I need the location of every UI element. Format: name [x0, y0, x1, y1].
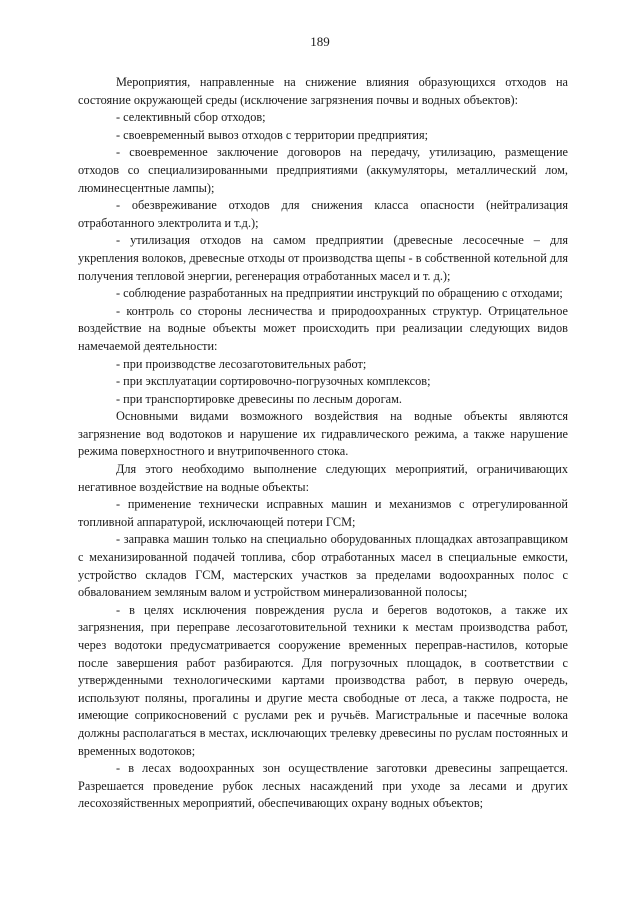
list-item-refueling: - заправка машин только на специально оборудованных площадках автозаправщиком с механизированной подачей топлива, сбор отработанных масел в специальные емкости, устройство складов ГСМ, мастерских участков за пределами водоохранных полос с обвалованием земляным валом и устройством минерализованной полосы;	[78, 532, 568, 600]
list-item-riverbed-protection: - в целях исключения повреждения русла и берегов водотоков, а также их загрязнения, при переправе лесозаготовительной техники к местам производства работ, через водотоки предусматривается сооружение временных переправ-настилов, которые после завершения работ разбираются. Для погрузочных площадок, в соответствии с утвержденными технологическими картами производства работ, в первую очередь, используют поляны, прогалины и другие места свободные от леса, а также подроста, не имеющие соприкосновений с руслами рек и ручьёв. Магистральные и пасечные волока должны располагаться в местах, исключающих трелевку древесины по руслам постоянных и временных водотоков;	[78, 602, 568, 758]
document-body	[78, 74, 568, 813]
list-item-utilization: - утилизация отходов на самом предприятии (древесные лесосечные – для укрепления волоков, древесные отходы от производства щепы - в собственной котельной для получения тепловой энергии, регенерация отработанных масел и т. д.);	[78, 233, 568, 283]
list-item-waste-removal: - своевременный вывоз отходов с территории предприятия;	[116, 127, 429, 142]
list-item-water-protection-zones: - в лесах водоохранных зон осуществление заготовки древесины запрещается. Разрешается проведение рубок лесных насаждений при уходе за лесами и других лесохозяйственных мероприятий, обеспечивающих охрану водных объектов;	[78, 761, 568, 811]
list-item-serviceable-machines: - применение технически исправных машин и механизмов с отрегулированной топливной аппаратурой, исключающей потери ГСМ;	[78, 497, 568, 529]
list-item-selective-collection: - селективный сбор отходов;	[116, 110, 266, 125]
list-item-control: - контроль со стороны лесничества и природоохранных структур. Отрицательное воздействие на водные объекты может происходить при реализации следующих видов намечаемой деятельности:	[78, 303, 568, 353]
list-item-instructions: - соблюдение разработанных на предприятии инструкций по обращению с отходами;	[116, 286, 563, 301]
list-item-contracts: - своевременное заключение договоров на передачу, утилизацию, размещение отходов со специализированными предприятиями (аккумуляторы, металлический лом, люминесцентные лампы);	[78, 145, 568, 195]
paragraph-measures-intro: Для этого необходимо выполнение следующих мероприятий, ограничивающих негативное воздействие на водные объекты:	[78, 462, 568, 494]
page-number: 189	[310, 34, 330, 49]
list-item-neutralization: - обезвреживание отходов для снижения класса опасности (нейтрализация отработанного электролита и т.д.);	[78, 198, 568, 230]
paragraph-intro: Мероприятия, направленные на снижение влияния образующихся отходов на состояние окружающей среды (исключение загрязнения почвы и водных объектов):	[78, 75, 568, 107]
list-item-sorting-complexes: - при эксплуатации сортировочно-погрузочных комплексов;	[116, 374, 431, 389]
list-item-timber-transport: - при транспортировке древесины по лесным дорогам.	[116, 391, 402, 406]
list-item-logging-works: - при производстве лесозаготовительных работ;	[116, 356, 367, 371]
paragraph-main-impacts: Основными видами возможного воздействия на водные объекты являются загрязнение вод водотоков и нарушение их гидравлического режима, а также нарушение режима поверхностного и внутрипочвенного стока.	[78, 409, 568, 459]
